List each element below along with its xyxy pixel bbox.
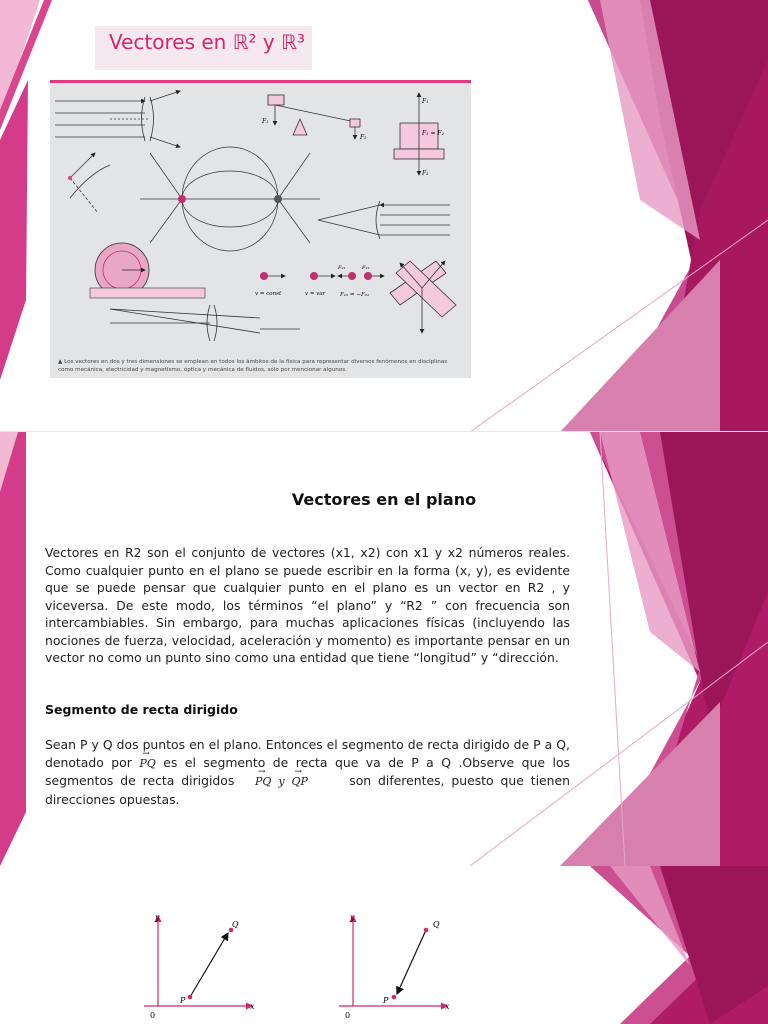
word-y: y	[278, 775, 285, 788]
section-heading: Vectores en el plano	[291, 490, 477, 509]
paragraph-text-part3: son diferentes, puesto que tienen direcciones opuestas.	[45, 773, 570, 807]
label-v-var: v = var	[305, 291, 326, 297]
physics-diagrams	[50, 83, 471, 358]
label-f2b: F₂	[422, 170, 429, 177]
label-feq: F₁ = F₂	[422, 130, 444, 137]
slide-1	[0, 0, 768, 432]
point-q	[424, 928, 429, 933]
paragraph-text-part1: Sean P y Q dos puntos en el plano. Entonces el segmento de recta dirigido de P a Q, denotado por	[45, 737, 570, 770]
vector-pq-2: → PQ	[255, 773, 271, 791]
label-f1b: F₁	[422, 98, 429, 105]
point-p	[188, 995, 193, 1000]
subsection-heading: Segmento de recta dirigido	[45, 702, 238, 717]
paragraph-text-part2: es el segmento de recta que va de P a Q .Observe que los segmentos de recta dirigidos	[45, 754, 570, 788]
point-p-label: P	[383, 996, 389, 1005]
vector-pq: → PQ	[139, 755, 155, 773]
slide-3	[0, 866, 768, 1024]
directed-segment	[397, 930, 426, 994]
vector-qp: → QP	[291, 773, 307, 791]
y-axis-label: y	[155, 913, 160, 922]
point-q-label: Q	[232, 920, 239, 929]
vector-plot-pq	[140, 906, 270, 1024]
label-f12: F₁₂	[362, 265, 370, 271]
directed-segment-paragraph	[45, 736, 570, 808]
slide-2	[0, 432, 768, 866]
label-v-const: v = const	[255, 291, 282, 297]
point-q-label: Q	[433, 920, 440, 929]
label-f21: F₂₁	[338, 265, 346, 271]
intro-paragraph: Vectores en R2 son el conjunto de vectores (x1, x2) con x1 y x2 números reales. Como cualquier punto en el plano se puede escribir en la forma (x, y), es evidente que se puede pensar que cualquier punto en el plano es un vector en R2 , y viceversa. De este modo, los términos “el plano” y “R2 ” con frecuencia son intercambiables. Sin embargo, para muchas aplicaciones físicas (incluyendo las nociones de fuerza, velocidad, aceleración y momento) es importante pensar en un vector no como un punto sino como una entidad que tiene “longitud” y “dirección.	[45, 545, 570, 665]
directed-segment	[190, 933, 228, 997]
physics-figure	[50, 80, 471, 378]
x-axis-label: x	[250, 1002, 255, 1011]
origin-label: 0	[150, 1011, 156, 1020]
slide-title: Vectores en ℝ² y ℝ³	[95, 26, 312, 70]
label-f2: F₂	[360, 134, 367, 141]
figure-caption: ▲ Los vectores en dos y tres dimensiones se emplean en todos los ámbitos de la física para representar diversos fenómenos en disciplinas como mecánica, electricidad y magnetismo, óptica y mecánica de fluidos, sólo por mencionar algunos.	[58, 359, 448, 373]
point-p	[392, 995, 397, 1000]
origin-label: 0	[345, 1011, 351, 1020]
point-p-label: P	[180, 996, 186, 1005]
label-f1: F₁	[262, 118, 269, 125]
vector-plot-qp	[335, 906, 465, 1024]
x-axis-label: x	[445, 1002, 450, 1011]
y-axis-label: y	[350, 913, 355, 922]
label-f-action: F₁₂ = −F₂₁	[340, 292, 370, 298]
